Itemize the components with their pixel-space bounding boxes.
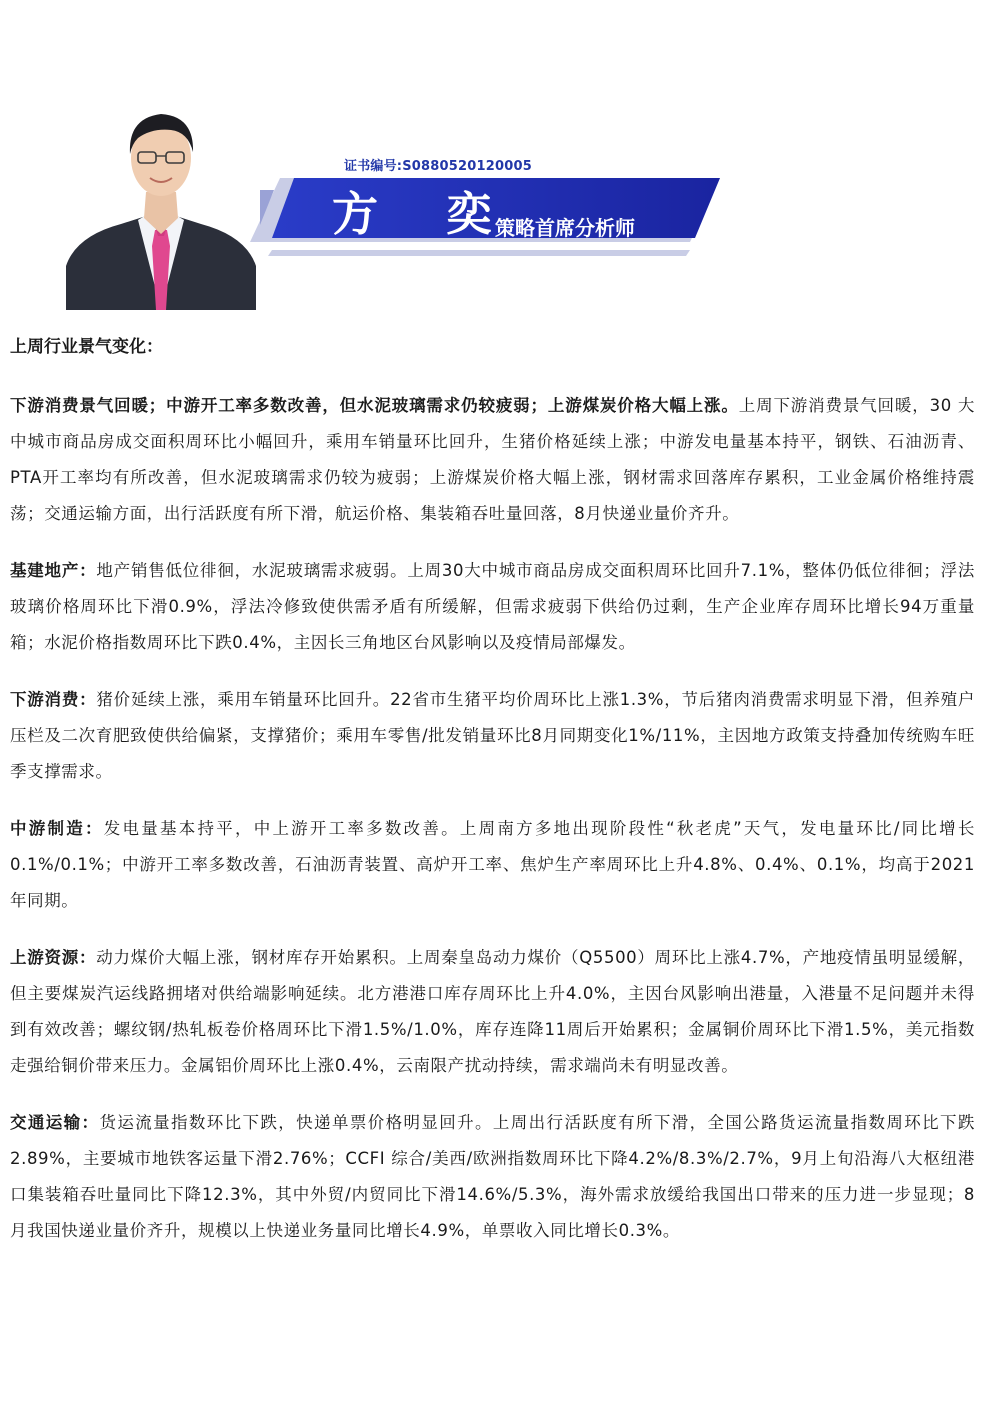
paragraph-infrastructure (10, 553, 975, 661)
paragraph-body: 货运流量指数环比下跌，快递单票价格明显回升。上周出行活跃度有所下滑，全国公路货运流量指数周环比下跌2.89%，主要城市地铁客运量下滑2.76%；CCFI 综合/美西/欧洲指数周环比下降4.2%/8.3%/2.7%，9月上旬沿海八大枢纽港口集装箱吞吐量同比下降12.3%，其中外贸/内贸同比下滑14.6%/5.3%，海外需求放缓给我国出口带来的压力进一步显现；8月我国快递业量价齐升，规模以上快递业务量同比增长4.9%，单票收入同比增长0.3%。 (10, 1113, 976, 1240)
paragraph-lead: 下游消费： (10, 690, 97, 709)
paragraph-upstream (10, 940, 975, 1084)
analyst-portrait (66, 96, 256, 310)
report-body (10, 332, 975, 1270)
paragraph-summary (10, 388, 975, 532)
analyst-header (0, 0, 992, 320)
paragraph-lead: 上游资源： (10, 948, 97, 967)
paragraph-downstream (10, 682, 975, 790)
paragraph-body: 地产销售低位徘徊，水泥玻璃需求疲弱。上周30大中城市商品房成交面积周环比回升7.1%，整体仍低位徘徊；浮法玻璃价格周环比下滑0.9%，浮法冷修致使供需矛盾有所缓解，但需求疲弱下供给仍过剩，生产企业库存周环比增长94万重量箱；水泥价格指数周环比下跌0.4%，主因长三角地区台风影响以及疫情局部爆发。 (10, 561, 976, 652)
paragraph-lead: 中游制造： (10, 819, 104, 838)
paragraph-lead: 基建地产： (10, 561, 97, 580)
certificate-number: 证书编号:S0880520120005 (344, 159, 532, 174)
paragraph-midstream (10, 811, 975, 919)
analyst-name: 方 奕 (332, 187, 519, 241)
paragraph-body: 动力煤价大幅上涨，钢材库存开始累积。上周秦皇岛动力煤价（Q5500）周环比上涨4.7%，产地疫情虽明显缓解，但主要煤炭汽运线路拥堵对供给端影响延续。北方港港口库存周环比上升4.0%，主因台风影响出港量，入港量不足问题并未得到有效改善；螺纹钢/热轧板卷价格周环比下滑1.5%/1.0%，库存连降11周后开始累积；金属铜价周环比下滑1.5%，美元指数走强给铜价带来压力。金属铝价周环比上涨0.4%，云南限产扰动持续，需求端尚未有明显改善。 (10, 948, 976, 1075)
paragraph-body: 发电量基本持平，中上游开工率多数改善。上周南方多地出现阶段性“秋老虎”天气，发电量环比/同比增长0.1%/0.1%；中游开工率多数改善，石油沥青装置、高炉开工率、焦炉生产率周环比上升4.8%、0.4%、0.1%，均高于2021年同期。 (10, 819, 975, 910)
section-heading: 上周行业景气变化： (10, 337, 163, 357)
paragraph-lead: 交通运输： (10, 1113, 100, 1132)
analyst-role: 策略首席分析师 (495, 216, 635, 240)
paragraph-lead: 下游消费景气回暖；中游开工率多数改善，但水泥玻璃需求仍较疲弱；上游煤炭价格大幅上涨。 (10, 396, 739, 415)
paragraph-body: 猪价延续上涨，乘用车销量环比回升。22省市生猪平均价周环比上涨1.3%，节后猪肉消费需求明显下滑，但养殖户压栏及二次育肥致使供给偏紧，支撑猪价；乘用车零售/批发销量环比8月同期变化1%/11%，主因地方政策支持叠加传统购车旺季支撑需求。 (10, 690, 976, 781)
paragraph-transport (10, 1105, 975, 1249)
paragraph-body: 上周下游消费景气回暖，30 大中城市商品房成交面积周环比小幅回升，乘用车销量环比回升，生猪价格延续上涨；中游发电量基本持平，钢铁、石油沥青、PTA开工率均有所改善，但水泥玻璃需求仍较为疲弱；上游煤炭价格大幅上涨，钢材需求回落库存累积，工业金属价格维持震荡；交通运输方面，出行活跃度有所下滑，航运价格、集装箱吞吐量回落，8月快递业量价齐升。 (10, 396, 976, 523)
